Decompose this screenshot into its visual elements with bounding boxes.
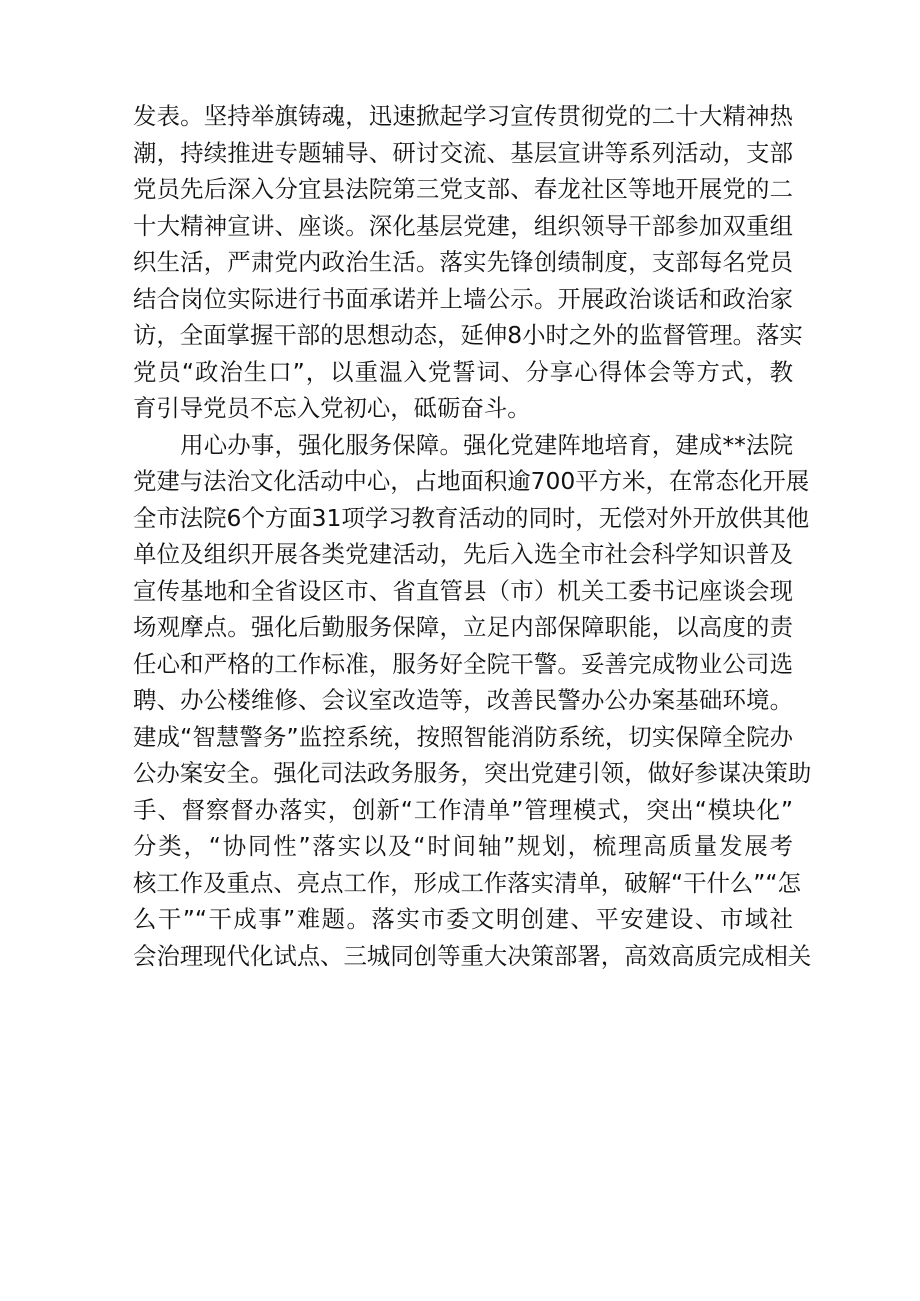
paragraph-2-line-14: 么干”“干成事”难题。落实市委文明创建、平安建设、市域社 xyxy=(133,905,793,933)
paragraph-2-line-2: 党建与法治文化活动中心，占地面积逾700平方米，在常态化开展 xyxy=(133,467,810,495)
paragraph-1-line-8: 党员“政治生口”，以重温入党誓词、分享心得体会等方式，教 xyxy=(133,357,793,386)
paragraph-1-line-5: 织生活，严肃党内政治生活。落实先锋创绩制度，支部每名党员 xyxy=(133,248,793,276)
paragraph-2-line-11: 手、督察督办落实，创新“工作清单”管理模式，突出“模块化” xyxy=(133,795,793,824)
paragraph-1-line-9: 育引导党员不忘入党初心，砥砺奋斗。 xyxy=(133,394,531,422)
paragraph-2-line-5: 宣传基地和全省设区市、省直管县（市）机关工委书记座谈会现 xyxy=(133,576,793,605)
paragraph-2-line-6: 场观摩点。强化后勤服务保障，立足内部保障职能，以高度的责 xyxy=(133,613,793,641)
paragraph-2-line-13: 核工作及重点、亮点工作，形成工作落实清单，破解“干什么”“怎 xyxy=(133,868,801,897)
paragraph-1-line-3: 党员先后深入分宜县法院第三党支部、春龙社区等地开展党的二 xyxy=(133,175,793,203)
paragraph-2-line-12: 分类，“协同性”落实以及“时间轴”规划，梳理高质量发展考 xyxy=(133,832,793,860)
paragraph-1-line-6: 结合岗位实际进行书面承诺并上墙公示。开展政治谈话和政治家 xyxy=(133,284,793,313)
paragraph-2-line-3: 全市法院6个方面31项学习教育活动的同时，无偿对外开放供其他 xyxy=(133,503,810,532)
paragraph-2-line-7: 任心和严格的工作标准，服务好全院干警。妥善完成物业公司选 xyxy=(133,649,793,678)
paragraph-1-line-1: 发表。坚持举旗铸魂，迅速掀起学习宣传贯彻党的二十大精神热 xyxy=(133,102,793,130)
paragraph-2-line-1: 用心办事，强化服务保障。强化党建阵地培育，建成**法院 xyxy=(133,430,793,459)
paragraph-2-line-4: 单位及组织开展各类党建活动，先后入选全市社会科学知识普及 xyxy=(133,540,793,568)
paragraph-2-line-9: 建成“智慧警务”监控系统，按照智能消防系统，切实保障全院办 xyxy=(133,722,793,751)
paragraph-1-line-2: 潮，持续推进专题辅导、研讨交流、基层宣讲等系列活动，支部 xyxy=(133,138,793,167)
paragraph-2-line-8: 聘、办公楼维修、会议室改造等，改善民警办公办案基础环境。 xyxy=(133,686,793,714)
paragraph-1-line-7: 访，全面掌握干部的思想动态，延伸8小时之外的监督管理。落实 xyxy=(133,321,803,349)
paragraph-1-line-4: 十大精神宣讲、座谈。深化基层党建，组织领导干部参加双重组 xyxy=(133,211,793,240)
document-body xyxy=(133,98,812,974)
paragraph-2-line-10: 公办案安全。强化司法政务服务，突出党建引领，做好参谋决策助 xyxy=(133,759,812,787)
paragraph-2-line-15: 会治理现代化试点、三城同创等重大决策部署，高效高质完成相关 xyxy=(133,941,812,970)
